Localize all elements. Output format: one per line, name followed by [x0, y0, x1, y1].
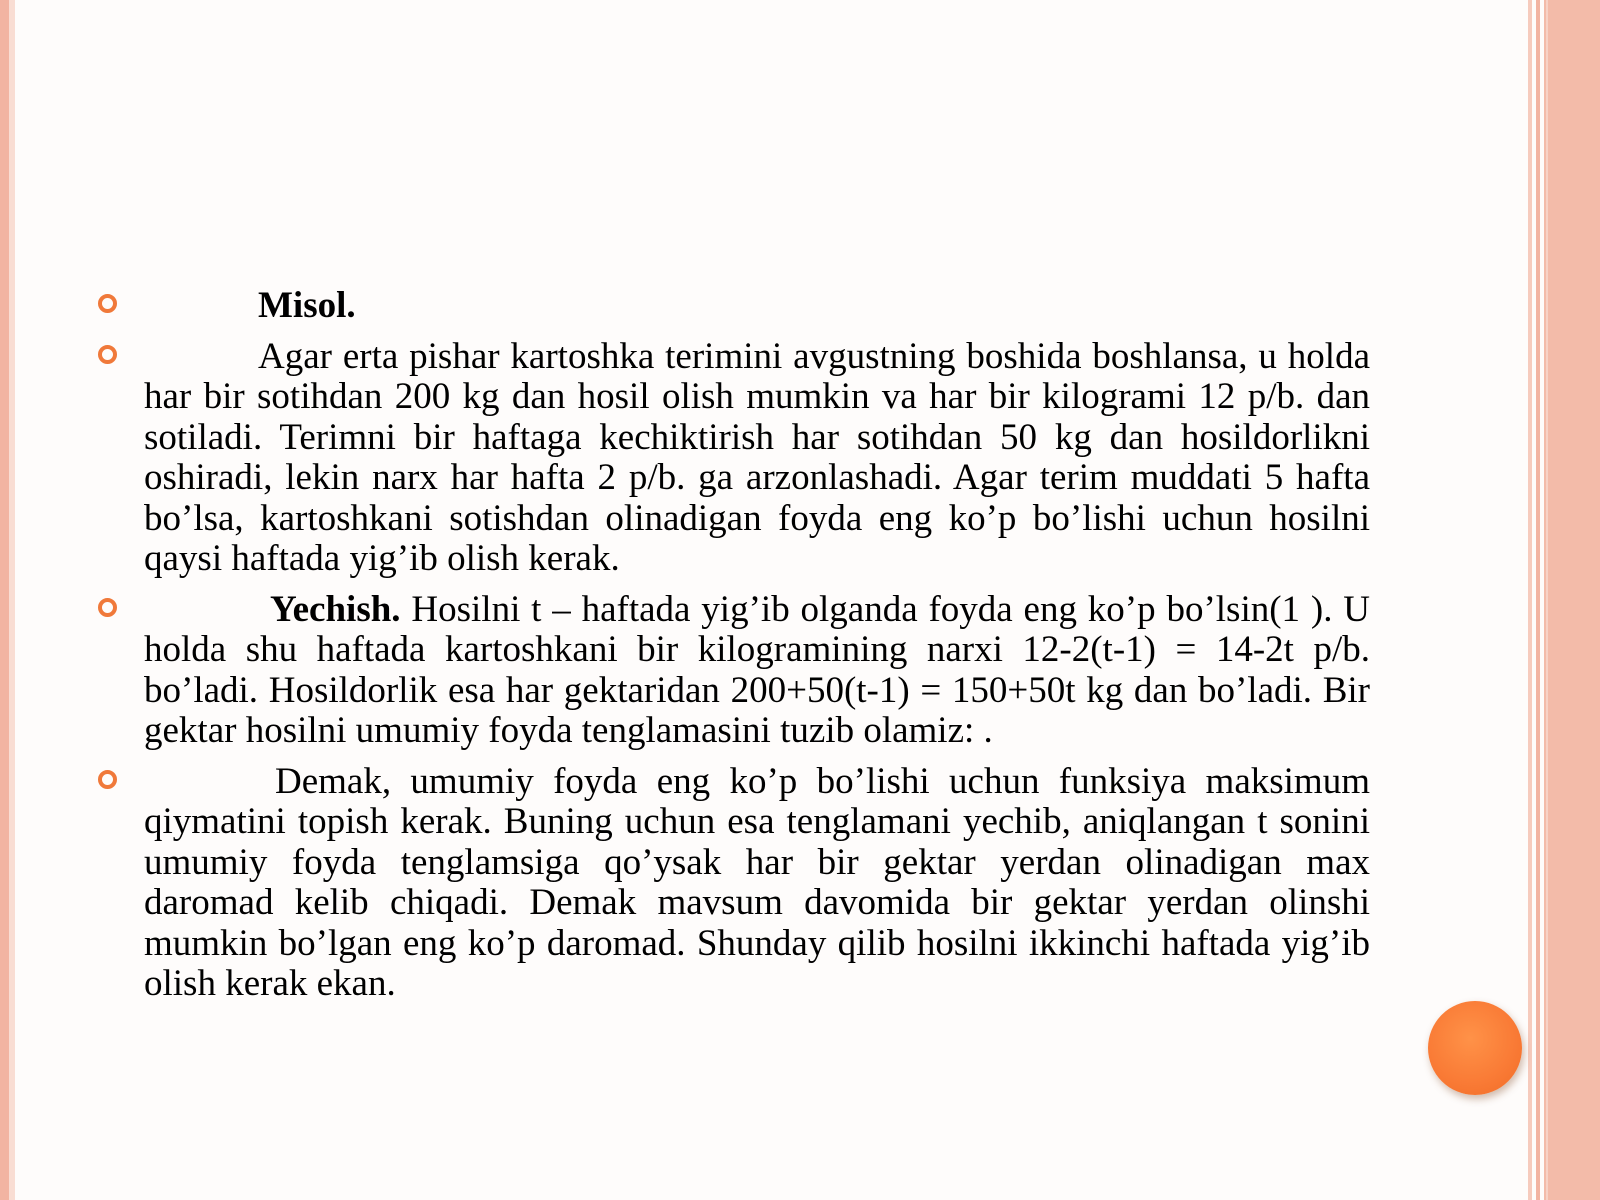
- slide-content: [94, 286, 1370, 1005]
- left-edge-decoration: [0, 0, 9, 1200]
- orange-circle-decoration: [1428, 1001, 1522, 1095]
- bullet-text: [144, 337, 1370, 580]
- bullet-circle-icon: [98, 345, 117, 364]
- heading-yechish: Yechish.: [270, 588, 401, 630]
- bullet-item-solution: [94, 590, 1370, 752]
- bullet-circle-icon: [98, 770, 117, 789]
- bullet-text: [144, 762, 1370, 1005]
- bullet-text: [144, 590, 1370, 752]
- bullet-circle-icon: [98, 294, 117, 313]
- bullet-item-misol: [94, 286, 1370, 327]
- heading-misol: Misol.: [258, 285, 356, 326]
- solution-text: Hosilni t – haftada yig’ib olganda foyda eng ko’p bo’lsin(1 ). U holda shu haftada kartoshkani bir kilogramining narxi 12-2(t-1) = 14-2t p/b. bo’ladi. Hosildorlik esa har gektaridan 200+50(t-1) = 150+50t kg dan bo’ladi. Bir gektar hosilni umumiy foyda tenglamasini tuzib olamiz: .: [144, 588, 1370, 751]
- conclusion-text: Demak, umumiy foyda eng ko’p bo’lishi uchun funksiya maksimum qiymatini topish kerak. Buning uchun esa tenglamani yechib, aniqlangan t sonini umumiy foyda tenglamsiga qo’ysak har bir gektar yerdan olinadigan max daromad kelib chiqadi. Demak mavsum davomida bir gektar yerdan olinshi mumkin bo’lgan eng ko’p daromad. Shunday qilib hosilni ikkinchi haftada yig’ib olish kerak ekan.: [144, 760, 1370, 1004]
- right-stripe-wide: [1544, 0, 1600, 1200]
- problem-text: Agar erta pishar kartoshka terimini avgustning boshida boshlansa, u holda har bir sotihdan 200 kg dan hosil olish mumkin va har bir kilogrami 12 p/b. dan sotiladi. Terimni bir haftaga kechiktirish har sotihdan 50 kg dan hosildorlikni oshiradi, lekin narx har hafta 2 p/b. ga arzonlashadi. Agar terim muddati 5 hafta bo’lsa, kartoshkani sotishdan olinadigan foyda eng ko’p bo’lishi uchun hosilni qaysi haftada yig’ib olish kerak.: [144, 335, 1370, 579]
- bullet-item-conclusion: [94, 762, 1370, 1005]
- bullet-circle-icon: [98, 598, 117, 617]
- left-edge-decoration-inner: [9, 0, 15, 1200]
- bullet-text: [144, 286, 1370, 327]
- right-stripe-medium: [1536, 0, 1540, 1200]
- right-stripe-highlight: [1546, 0, 1548, 1200]
- right-stripe-thin: [1528, 0, 1532, 1200]
- bullet-item-problem: [94, 337, 1370, 580]
